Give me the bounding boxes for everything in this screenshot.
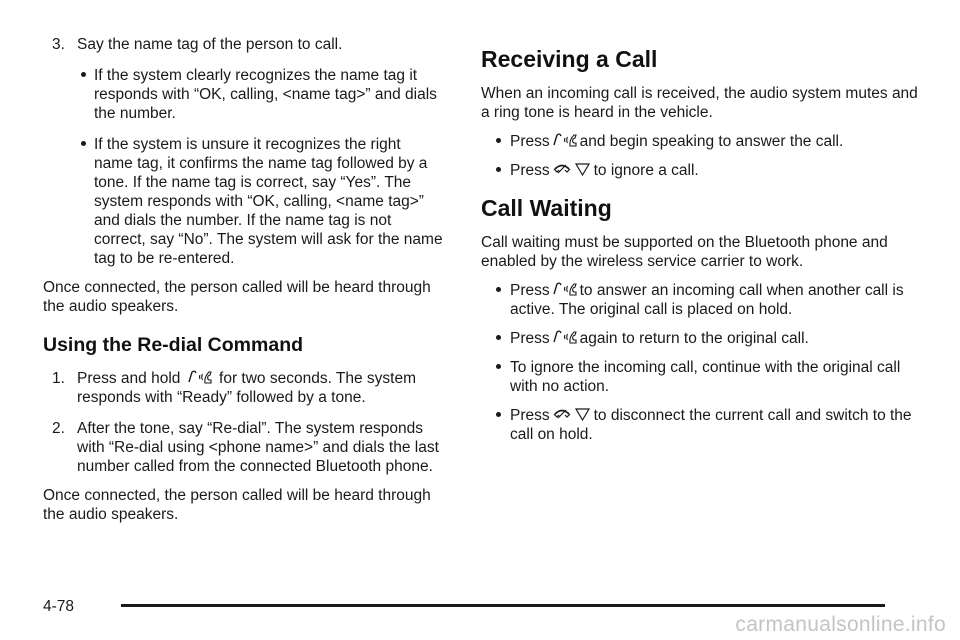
end-call-icon	[552, 161, 592, 177]
section-heading-receiving: Receiving a Call	[481, 46, 658, 72]
receiving-bullets	[481, 132, 921, 180]
step-3-bullets	[43, 66, 443, 268]
text-before-icon: Press	[510, 133, 550, 150]
bullet-text: If the system is unsure it recognizes the right name tag, it confirms the name tag followed by a tone. If the name tag is correct, say “Yes”. The system responds with “OK, calling, <name tag>” and dials the number. If the name tag is not correct, say “No”. The system will ask for the name tag to be re-entered.	[94, 136, 443, 267]
bullet-item	[43, 66, 443, 123]
talk-phone-icon	[552, 329, 578, 345]
page-number: 4-78	[43, 598, 75, 615]
text-before-icon: Press and hold	[77, 370, 181, 387]
end-call-icon	[552, 406, 592, 422]
bullet-text	[510, 329, 921, 348]
paragraph: Once connected, the person called will be heard through the audio speakers.	[43, 279, 431, 315]
text-before-icon: Press	[510, 330, 550, 347]
bullet-text: If the system clearly recognizes the name tag it responds with “OK, calling, <name tag>” and dials the number.	[94, 67, 437, 122]
text-after-icon: again to return to the original call.	[579, 330, 809, 347]
step-text: Say the name tag of the person to call.	[77, 36, 343, 53]
text-before-icon: Press	[510, 162, 550, 179]
bullet-text	[510, 281, 921, 319]
bullet-item	[481, 329, 921, 348]
paragraph: Once connected, the person called will be heard through the audio speakers.	[43, 487, 431, 523]
bullet-item	[481, 406, 921, 444]
step-number: 3.	[52, 36, 65, 53]
bullet-text	[510, 406, 921, 444]
talk-phone-icon	[552, 132, 578, 148]
step-number: 1.	[52, 370, 65, 387]
step-text	[77, 369, 443, 407]
bullet-text	[510, 132, 921, 151]
step-text: After the tone, say “Re-dial”. The system responds with “Re-dial using <phone name>” and dials the last number called from the connected Bluetooth phone.	[77, 420, 439, 475]
footer-rule	[121, 604, 885, 607]
text-after-icon: To ignore the incoming call, continue with the original call with no action.	[510, 359, 901, 395]
bullet-item	[481, 358, 921, 396]
section-heading-redial: Using the Re-dial Command	[43, 334, 304, 356]
text-after-icon: to ignore a call.	[593, 162, 699, 179]
paragraph: Call waiting must be supported on the Bluetooth phone and enabled by the wireless service carrier to work.	[481, 234, 888, 270]
text-after-icon: to disconnect the current call and switch to the call on hold.	[510, 407, 912, 443]
left-column	[43, 0, 443, 524]
talk-phone-icon	[187, 369, 213, 385]
bullet-item	[43, 135, 443, 268]
text-after-icon: to answer an incoming call when another call is active. The original call is placed on hold.	[510, 282, 904, 318]
text-before-icon: Press	[510, 407, 550, 424]
right-column	[481, 0, 921, 444]
step-1	[43, 369, 443, 407]
paragraph: When an incoming call is received, the audio system mutes and a ring tone is heard in the vehicle.	[481, 85, 918, 121]
bullet-item	[481, 281, 921, 319]
text-after-icon: for two seconds. The system responds with “Ready” followed by a tone.	[77, 370, 417, 406]
bullet-item	[481, 161, 921, 180]
bullet-text	[510, 358, 921, 396]
text-after-icon: and begin speaking to answer the call.	[579, 133, 844, 150]
section-heading-call-waiting: Call Waiting	[481, 195, 612, 221]
step-2	[43, 419, 443, 476]
bullet-item	[481, 132, 921, 151]
watermark: carmanualsonline.info	[735, 613, 946, 636]
talk-phone-icon	[552, 281, 578, 297]
step-number: 2.	[52, 420, 65, 437]
text-before-icon: Press	[510, 282, 550, 299]
step-3	[43, 35, 443, 54]
bullet-text	[510, 161, 921, 180]
call-waiting-bullets	[481, 281, 921, 444]
